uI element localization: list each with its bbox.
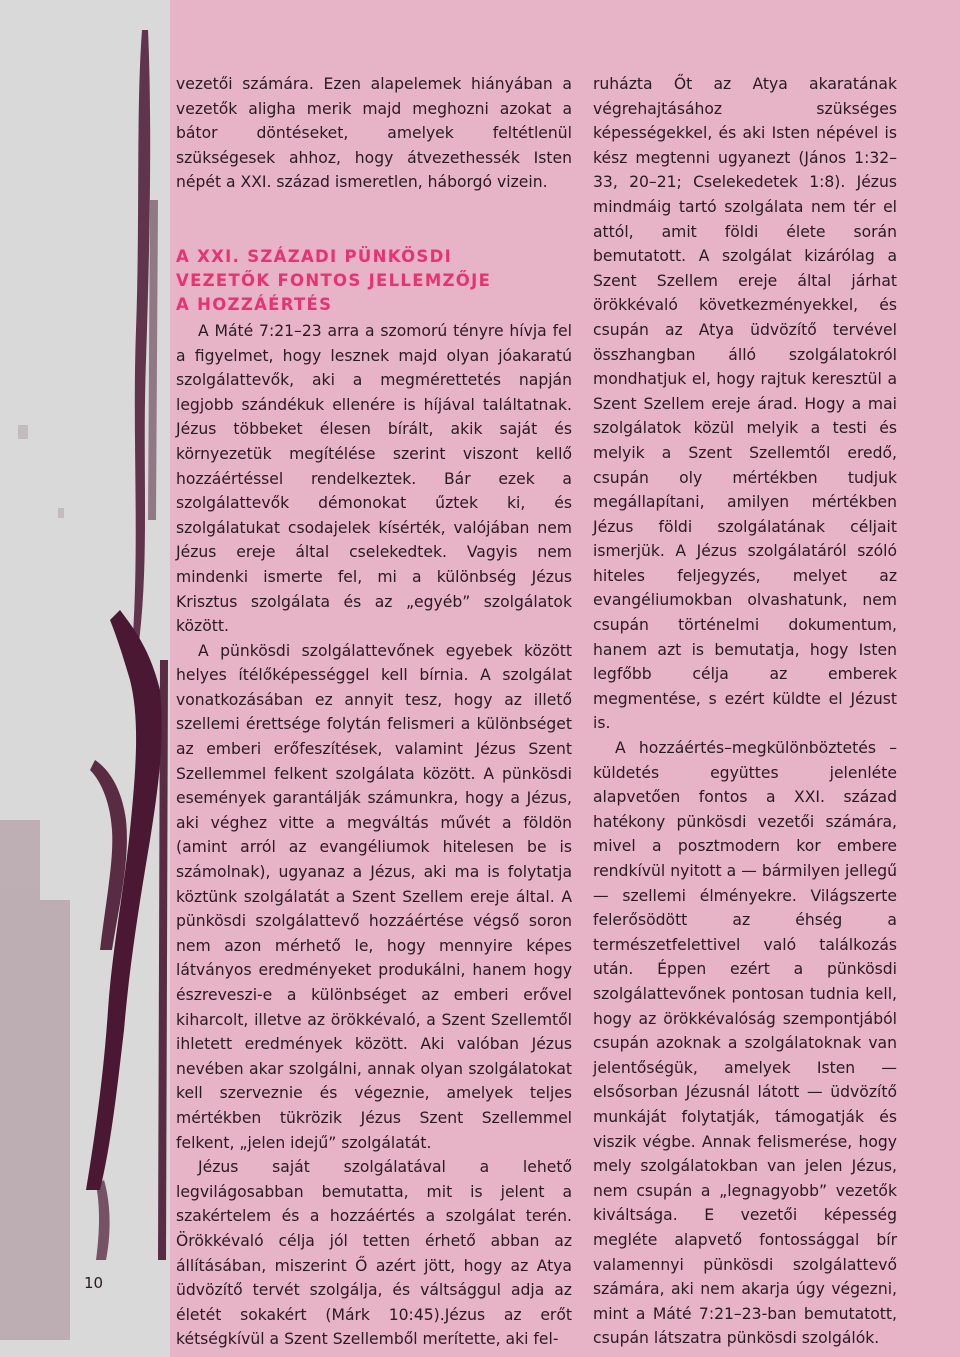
body-paragraph-5: A hozzáértés–megkülönböztetés –küldetés együttes jelenléte alapvetően fontos a XXI. század hatékony pünkösdi vezetői számára, mivel a posztmodern kor embere rendkívül nyitott a — bármilyen jellegű — szellemi élményekre. Világszerte felerősödött az éhség a természetfelettivel való találkozás után. Éppen ezért a pünkösdi szolgálattevőnek pontosan tudnia kell, hogy az örökkévalóság szempontjából csupán azoknak a szolgálatoknak van jelentőségük, amelyek Isten — elsősorban Jézusnál látott — üdvözítő munkáját folytatják, támogatják és viszik végbe. Annak felismerése, hogy mely szolgálatokban van jelen Jézus, nem csupán a „legnagyobb” vezetők kiváltsága. E vezetői képesség megléte alapvető fontossággal bír valamennyi pünkösdi szolgálattevő számára, aki nem akarja úgy végezni, mint a Máté 7:21–23-ban bemutatott, csupán látszatra pünkösdi szolgálók. (593, 739, 897, 1348)
right-text-column (593, 72, 897, 1351)
intro-paragraph: vezetői számára. Ezen alapelemek hiányában a vezetők aligha merik majd meghozni azokat a bátor döntéseket, amelyek feltétlenül szükségesek ahhoz, hogy átvezethessék Isten népét a XXI. század ismeretlen, háborgó vizein. (176, 75, 572, 192)
left-text-column (176, 72, 572, 1352)
body-paragraph-2: A pünkösdi szolgálattevőnek egyebek között helyes ítélőképességgel kell bírnia. A szolgálat vonatkozásában ez annyit tesz, hogy az illető szellemi érettsége folytán felismeri a különbséget az emberi erőfeszítések, valamint Jézus Szent Szellemmel felkent szolgálata között. A pünkösdi események garantálják számunkra, hogy a Jézus, aki véghez vitte a megváltás művét a földön (amint arról az evangéliumok hitelesen be is számolnak), ugyanaz a Jézus, aki ma is folytatja köztünk szolgálatát a Szent Szellem ereje által. A pünkösdi szolgálattevő hozzáértése végső soron nem azon mérhető le, hogy mennyire képes látványos eredményeket produkálni, hanem hogy észreveszi-e a különbséget az emberi erővel kiharcolt, illetve az örökkévaló, a Szent Szellemtől ihletett eredmények között. Aki valóban Jézus nevében akar szolgálni, annak olyan szolgálatokat kell szerveznie és végeznie, amelyek teljes mértékben tükrözik Jézus Szent Szellemmel felkent, „jelen idejű” szolgálatát. (176, 641, 572, 1152)
brush-stroke-illustration (0, 0, 170, 1357)
heading-line-3: A HOZZÁÉRTÉS (176, 294, 333, 314)
page-number: 10 (84, 1274, 104, 1292)
body-paragraph-1: A Máté 7:21–23 arra a szomorú tényre hívja fel a figyelmet, hogy lesznek majd olyan jóakaratú szolgálattevők, aki a megmérettetés napján legjobb szándékuk ellenére is híjával találtatnak. Jézus többeket élesen bírált, akik saját és környezetük megítélése szerint viszont kellő hozzáértéssel rendelkeztek. Bár ezek a szolgálattevők démonokat űztek ki, és szolgálatukat csodajelek kísérték, valójában nem Jézus ereje által cselekedtek. Vagyis nem mindenki ismerte fel, mi a különbség Jézus Krisztus szolgálata és az „egyéb” szolgálatok között. (176, 321, 572, 636)
body-paragraph-4: ruházta Őt az Atya akaratának végrehajtásához szükséges képességekkel, és aki Isten népével is kész megtenni ugyanezt (János 1:32–33, 20–21; Cselekedetek 1:8). Jézus mindmáig tartó szolgálata nem tér el attól, amit földi élete során bemutatott. A szolgálat kizárólag a Szent Szellem ereje által járhat örökkévaló következményekkel, és csupán az Atya üdvözítő tervével összhangban álló szolgálatokról mondhatjuk el, hogy rajtuk keresztül a Szent Szellem ereje árad. Hogy a mai szolgálatok közül melyik a testi és melyik a Szent Szellemtől eredő, csupán oly mértékben tudjuk megállapítani, amilyen mértékben Jézus földi szolgálatának céljait ismerjük. A Jézus szolgálatáról szóló hiteles feljegyzés, melyet az evangéliumokban olvashatunk, nem csupán történelmi dokumentum, hanem azt is bemutatja, hogy Isten legfőbb célja az emberek megmentése, s ezért küldte el Jézust is. (593, 75, 897, 733)
heading-line-2: VEZETŐK FONTOS JELLEMZŐJE (176, 270, 492, 290)
section-heading (176, 245, 572, 317)
body-paragraph-3: Jézus saját szolgálatával a lehető legvilágosabban bemutatta, mit is jelent a szakértelem és a hozzáértés a szolgálat terén. Örökkévaló célja jól tetten érhető abban az állításában, miszerint Ő azért jött, hogy az Atya üdvözítő tervét szolgálja, és váltsággul adja az életét sokakért (Márk 10:45).Jézus az erőt kétségkívül a Szent Szellemből merítette, aki fel- (176, 1158, 572, 1349)
heading-line-1: A XXI. SZÁZADI PÜNKÖSDI (176, 246, 453, 266)
